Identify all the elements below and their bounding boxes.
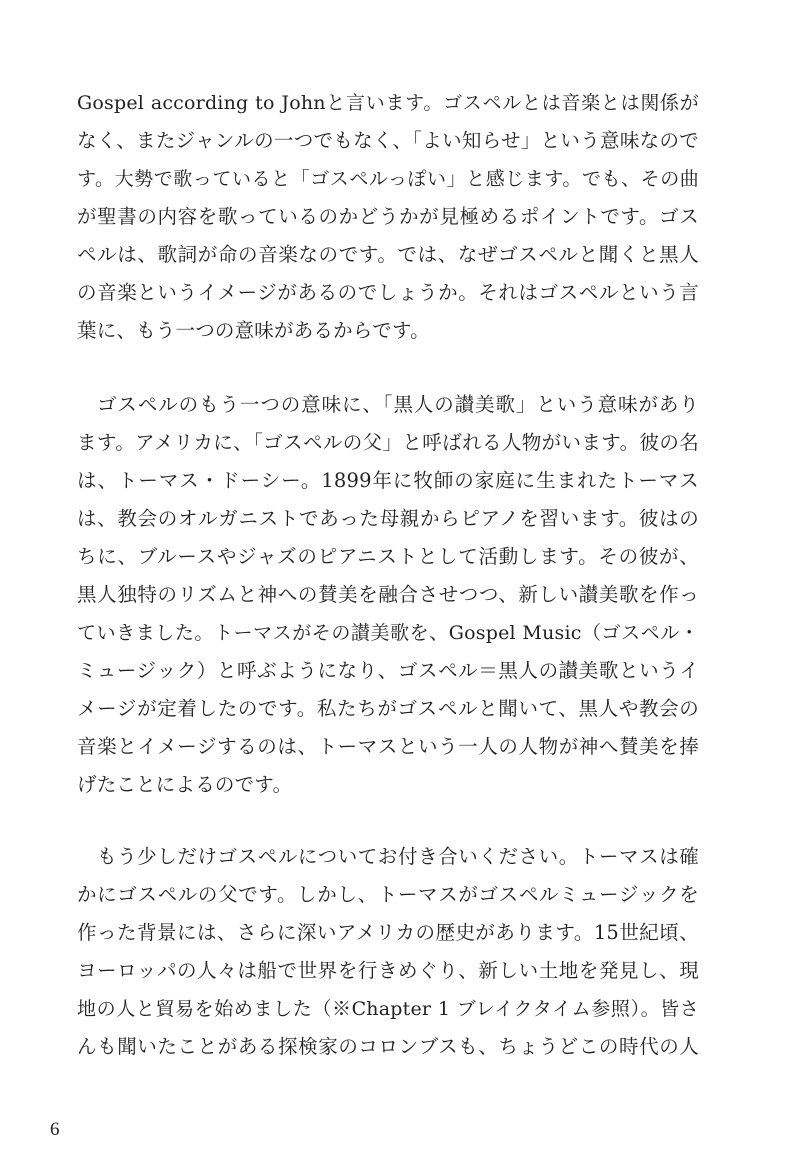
text-line: んも聞いたことがある探検家のコロンブスも、ちょうどこの時代の人: [77, 1035, 699, 1058]
text-line: ます。アメリカに、「ゴスペルの父」と呼ばれる人物がいます。彼の名: [77, 431, 699, 454]
text-line: が聖書の内容を歌っているのかどうかが見極めるポイントです。ゴス: [77, 205, 699, 228]
text-line: もう少しだけゴスペルについてお付き合いください。トーマスは確: [97, 845, 699, 868]
text-line: は、教会のオルガニストであった母親からピアノを習います。彼はの: [77, 507, 699, 530]
text-line: ミュージック）と呼ぶようになり、ゴスペル＝黒人の讃美歌というイ: [77, 659, 699, 682]
text-line: げたことによるのです。: [77, 773, 293, 796]
text-line: メージが定着したのです。私たちがゴスペルと聞いて、黒人や教会の: [77, 697, 699, 720]
paragraph-1: [77, 84, 699, 350]
text-line: なく、またジャンルの一つでもなく、「よい知らせ」という意味なので: [77, 129, 699, 152]
text-line: 黒人独特のリズムと神への賛美を融合させつつ、新しい讃美歌を作っ: [77, 583, 699, 606]
text-line: 作った背景には、さらに深いアメリカの歴史があります。15世紀頃、: [77, 921, 699, 944]
text-line: ていきました。トーマスがその讃美歌を、Gospel Music（ゴスペル・: [77, 622, 699, 644]
paragraph-3: [77, 838, 699, 1066]
text-line: ヨーロッパの人々は船で世界を行きめぐり、新しい土地を発見し、現: [77, 959, 699, 982]
paragraph-2: [77, 386, 699, 804]
text-line: ゴスペルのもう一つの意味に、「黒人の讃美歌」という意味があり: [97, 393, 699, 416]
text-line: 地の人と貿易を始めました（※Chapter 1 ブレイクタイム参照）。皆さ: [77, 998, 699, 1020]
text-line: かにゴスペルの父です。しかし、トーマスがゴスペルミュージックを: [77, 883, 699, 906]
text-line: す。大勢で歌っていると「ゴスペルっぽい」と感じます。でも、その曲: [77, 168, 699, 190]
text-line: 音楽とイメージするのは、トーマスという一人の人物が神へ賛美を捧: [77, 735, 699, 758]
text-line: の音楽というイメージがあるのでしょうか。それはゴスペルという言: [77, 281, 699, 304]
text-line: 葉に、もう一つの意味があるからです。: [77, 319, 430, 342]
text-line: は、トーマス・ドーシー。1899年に牧師の家庭に生まれたトーマス: [77, 469, 699, 492]
text-line: ペルは、歌詞が命の音楽なのです。では、なぜゴスペルと聞くと黒人: [77, 243, 699, 266]
text-line: ちに、ブルースやジャズのピアニストとして活動します。その彼が、: [77, 545, 699, 568]
text-line: Gospel according to Johnと言います。ゴスペルとは音楽とは関係が: [77, 92, 699, 114]
page-number: 6: [50, 1119, 60, 1140]
